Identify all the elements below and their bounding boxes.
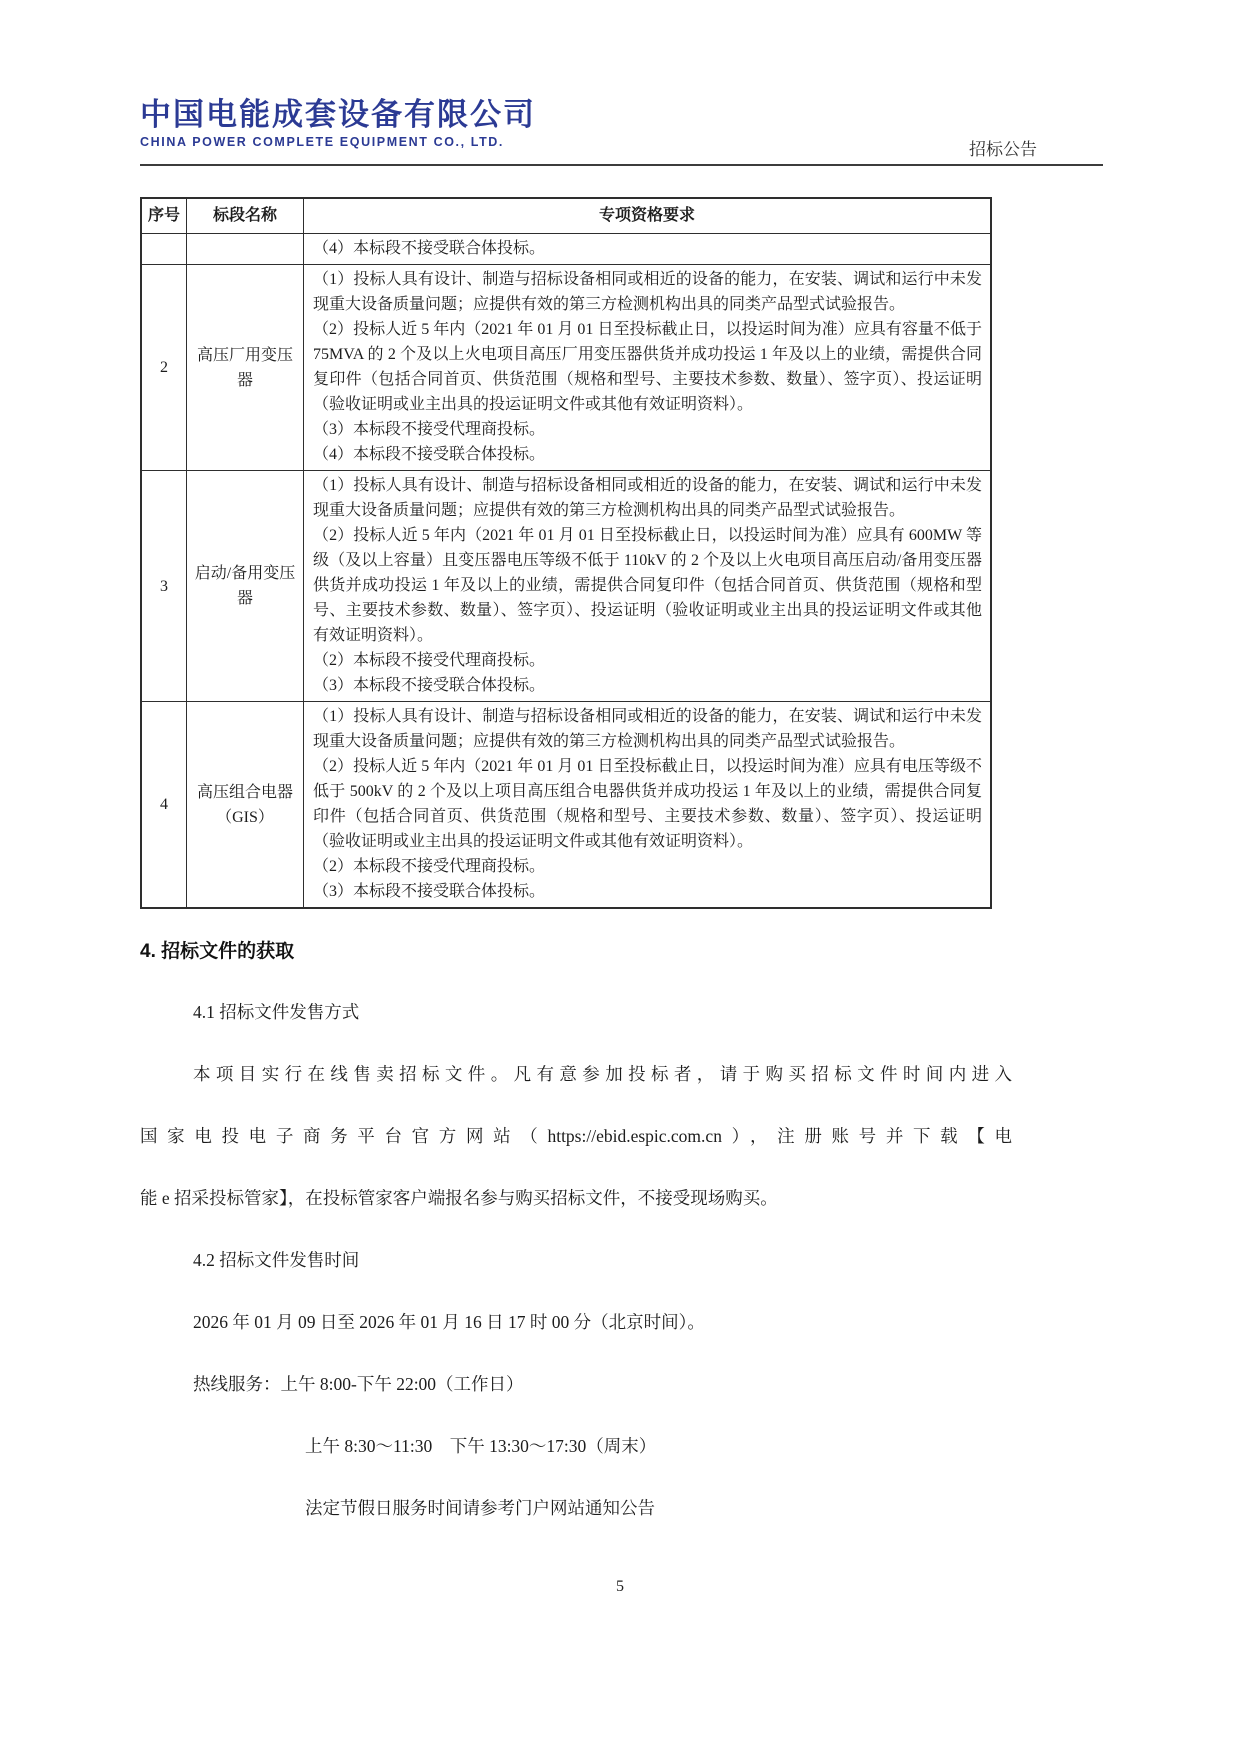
requirement-item: （2）本标段不接受代理商投标。	[313, 858, 546, 875]
requirement-item: （1）投标人具有设计、制造与招标设备相同或相近的设备的能力，在安装、调试和运行中未发现重大设备质量问题；应提供有效的第三方检测机构出具的同类产品型式试验报告。	[313, 477, 982, 519]
table-row	[141, 265, 991, 471]
lot-name-cell	[187, 234, 304, 265]
requirement-item: （3）本标段不接受代理商投标。	[313, 421, 546, 438]
section-4	[140, 936, 1012, 1521]
paragraph-line: 国家电投电子商务平台官方网站（https://ebid.espic.com.cn），注册账号并下载【电	[140, 1126, 1012, 1146]
column-header-lot-name: 标段名称	[187, 198, 304, 234]
requirements-cell	[304, 234, 992, 265]
row-number-cell: 2	[141, 265, 187, 471]
requirements-cell	[304, 265, 992, 471]
requirements-cell	[304, 702, 992, 909]
lot-name-cell: 启动/备用变压器	[187, 471, 304, 702]
row-number-cell: 3	[141, 471, 187, 702]
company-name-en: CHINA POWER COMPLETE EQUIPMENT CO., LTD.	[140, 135, 504, 150]
company-name-cn: 中国电能成套设备有限公司	[140, 97, 536, 132]
column-header-requirements: 专项资格要求	[304, 198, 992, 234]
row-number-cell	[141, 234, 187, 265]
lot-name-cell: 高压组合电器（GIS）	[187, 702, 304, 909]
requirement-item: （2）投标人近 5 年内（2021 年 01 月 01 日至投标截止日，以投运时间为准）应具有电压等级不低于 500kV 的 2 个及以上项目高压组合电器供货并成功投运 1 年及以上的业绩，需提供合同复印件（包括合同首页、供货范围（规格和型号、主要技术参数、数量）、签字页）、投运证明（验收证明或业主出具的投运证明文件或其他有效证明资料）。	[313, 758, 982, 850]
requirement-item: （4）本标段不接受联合体投标。	[313, 446, 546, 463]
requirement-item: （1）投标人具有设计、制造与招标设备相同或相近的设备的能力，在安装、调试和运行中未发现重大设备质量问题；应提供有效的第三方检测机构出具的同类产品型式试验报告。	[313, 708, 982, 750]
requirement-item: （3）本标段不接受联合体投标。	[313, 883, 546, 900]
requirement-item: （3）本标段不接受联合体投标。	[313, 677, 546, 694]
table-row	[141, 234, 991, 265]
lot-name-cell: 高压厂用变压器	[187, 265, 304, 471]
section-4-1-title: 4.1 招标文件发售方式	[193, 1002, 360, 1022]
hotline-weekday-text: 热线服务：上午 8:00-下午 22:00（工作日）	[193, 1374, 524, 1394]
paragraph-line: 本项目实行在线售卖招标文件。凡有意参加投标者，请于购买招标文件时间内进入	[193, 1064, 1012, 1084]
table-header-row	[141, 198, 991, 234]
page-header	[140, 98, 1103, 166]
row-number-cell: 4	[141, 702, 187, 909]
requirement-item: （2）投标人近 5 年内（2021 年 01 月 01 日至投标截止日，以投运时间为准）应具有 600MW 等级（及以上容量）且变压器电压等级不低于 110kV 的 2 个及以上火电项目高压启动/备用变压器供货并成功投运 1 年及以上的业绩，需提供合同复印件（包括合同首页、供货范围（规格和型号、主要技术参数、数量）、签字页）、投运证明（验收证明或业主出具的投运证明文件或其他有效证明资料）。	[313, 527, 982, 644]
section-4-2-title: 4.2 招标文件发售时间	[193, 1250, 360, 1270]
header-divider	[140, 164, 1103, 166]
hotline-weekend-text: 上午 8:30～11:30 下午 13:30～17:30（周末）	[305, 1436, 657, 1456]
requirement-item: （2）本标段不接受代理商投标。	[313, 652, 546, 669]
page-content	[140, 197, 1012, 1521]
table-row	[141, 471, 991, 702]
section-4-title: 4. 招标文件的获取	[140, 941, 295, 962]
requirements-cell	[304, 471, 992, 702]
hotline-holiday-text: 法定节假日服务时间请参考门户网站通知公告	[305, 1498, 655, 1518]
qualification-table	[140, 197, 992, 909]
column-header-number: 序号	[141, 198, 187, 234]
requirement-item: （4）本标段不接受联合体投标。	[313, 240, 546, 257]
table-row	[141, 702, 991, 909]
requirement-item: （1）投标人具有设计、制造与招标设备相同或相近的设备的能力，在安装、调试和运行中未发现重大设备质量问题；应提供有效的第三方检测机构出具的同类产品型式试验报告。	[313, 271, 982, 313]
page-number: 5	[616, 1578, 624, 1595]
requirement-item: （2）投标人近 5 年内（2021 年 01 月 01 日至投标截止日，以投运时间为准）应具有容量不低于 75MVA 的 2 个及以上火电项目高压厂用变压器供货并成功投运 1 年及以上的业绩，需提供合同复印件（包括合同首页、供货范围（规格和型号、主要技术参数、数量）、签字页）、投运证明（验收证明或业主出具的投运证明文件或其他有效证明资料）。	[313, 321, 982, 413]
sale-time-text: 2026 年 01 月 09 日至 2026 年 01 月 16 日 17 时 00 分（北京时间）。	[193, 1312, 705, 1332]
document-type-label: 招标公告	[969, 140, 1037, 160]
paragraph-line: 能 e 招采投标管家】，在投标管家客户端报名参与购买招标文件，不接受现场购买。	[140, 1188, 778, 1208]
